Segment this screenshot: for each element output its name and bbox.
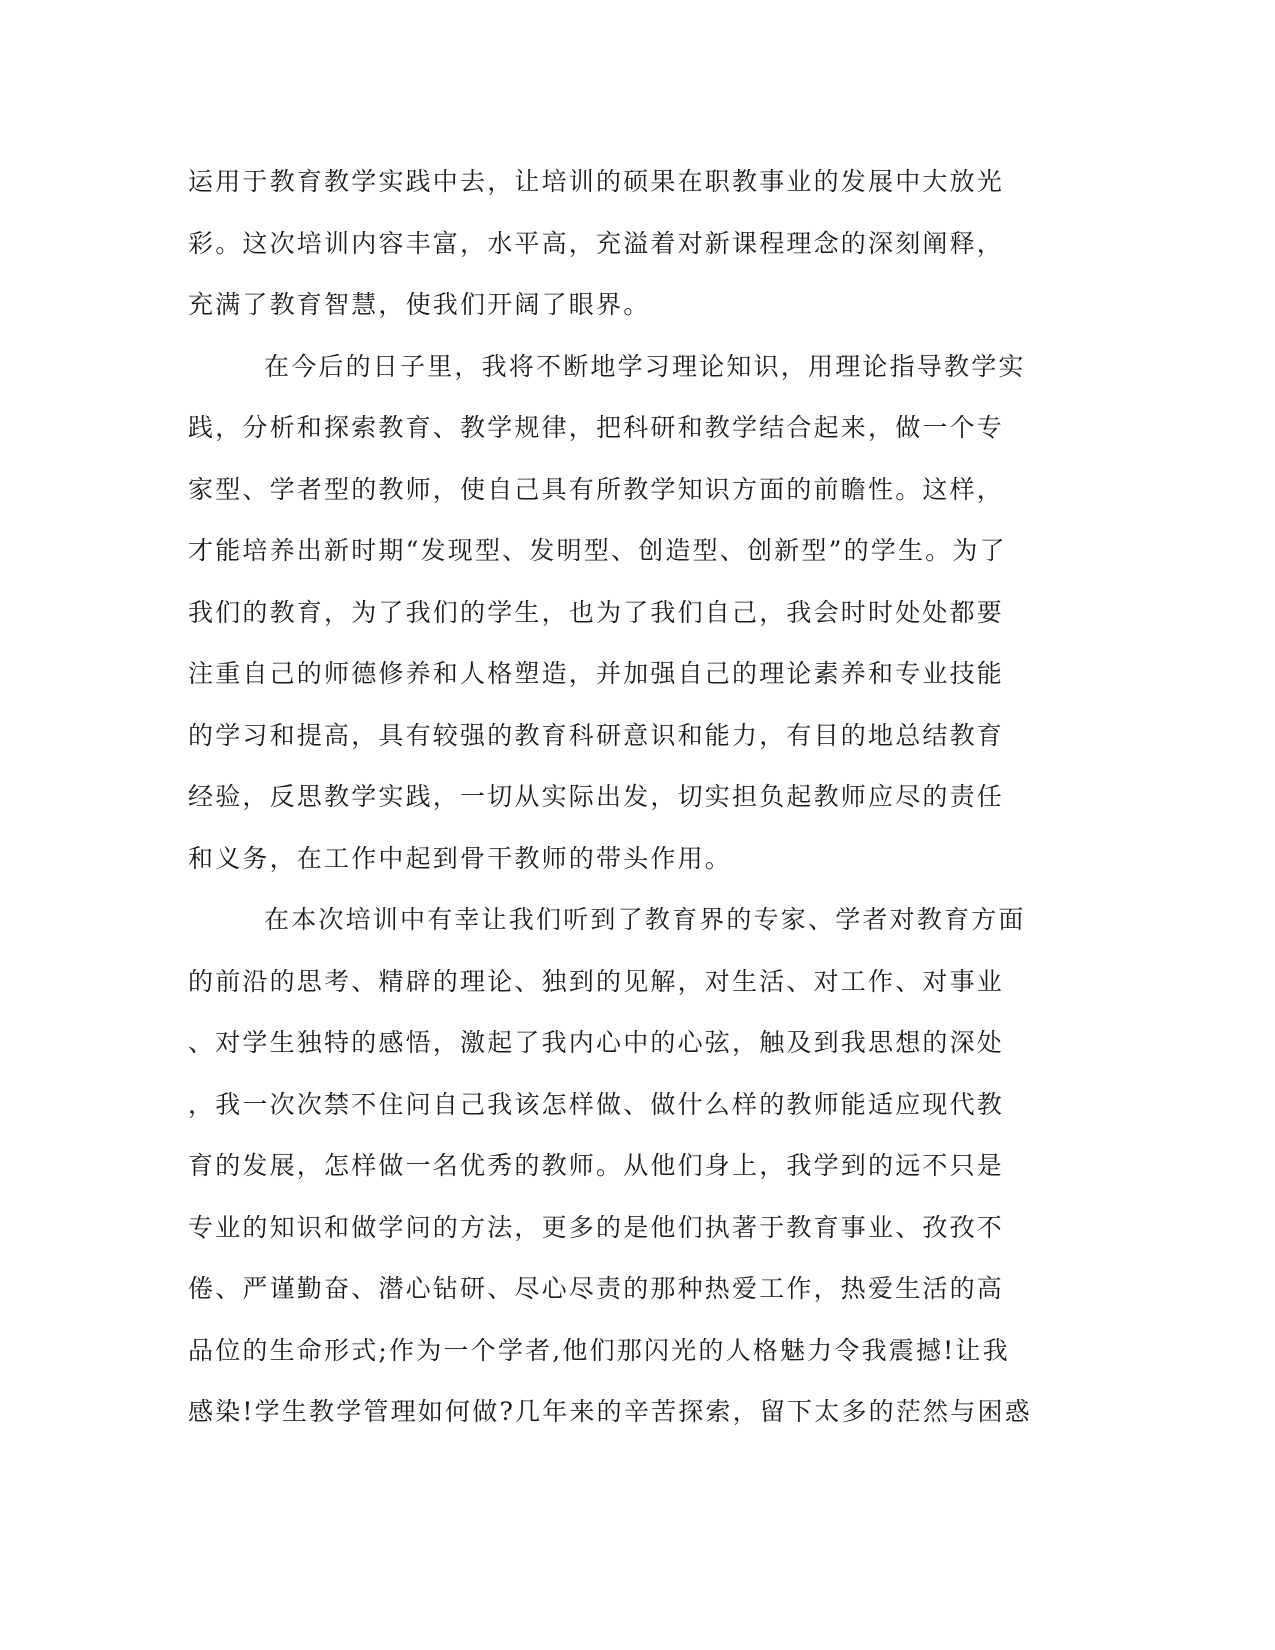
text-line: 运用于教育教学实践中去，让培训的硕果在职教事业的发展中大放光: [188, 167, 1005, 196]
text-line: 才能培养出新时期“发现型、发明型、创造型、创新型”的学生。为了: [188, 536, 1007, 565]
body-text: [188, 162, 1088, 1454]
text-line: 和义务，在工作中起到骨干教师的带头作用。: [188, 843, 733, 873]
text-line: 品位的生命形式;作为一个学者,他们那闪光的人格魅力令我震撼!让我: [188, 1335, 1010, 1365]
text-line: 践，分析和探索教育、教学规律，把科研和教学结合起来，做一个专: [188, 413, 1005, 442]
text-line: 彩。这次培训内容丰富，水平高，充溢着对新课程理念的深刻阐释，: [188, 228, 1005, 258]
text-line: 的前沿的思考、精辟的理论、独到的见解，对生活、对工作、对事业: [188, 966, 1005, 996]
text-line: 我们的教育，为了我们的学生，也为了我们自己，我会时时处处都要: [188, 597, 1005, 627]
text-line: 倦、严谨勤奋、潜心钻研、尽心尽责的那种热爱工作，热爱生活的高: [188, 1274, 1005, 1303]
text-line: 家型、学者型的教师，使自己具有所教学知识方面的前瞻性。这样，: [188, 474, 1005, 504]
text-line: ，我一次次禁不住问自己我该怎样做、做什么样的教师能适应现代教: [188, 1089, 1005, 1119]
paragraph-start-line: 在本次培训中有幸让我们听到了教育界的专家、学者对教育方面: [264, 905, 1026, 934]
text-line: 感染!学生教学管理如何做?几年来的辛苦探索，留下太多的茫然与困惑: [188, 1397, 1032, 1426]
text-line: 育的发展，怎样做一名优秀的教师。从他们身上，我学到的远不只是: [188, 1151, 1005, 1180]
text-line: 注重自己的师德修养和人格塑造，并加强自己的理论素养和专业技能: [188, 659, 1005, 688]
text-line: 经验，反思教学实践，一切从实际出发，切实担负起教师应尽的责任: [188, 782, 1005, 811]
text-line: 专业的知识和做学问的方法，更多的是他们执著于教育事业、孜孜不: [188, 1212, 1005, 1242]
paragraph-start-line: 在今后的日子里，我将不断地学习理论知识，用理论指导教学实: [264, 351, 1026, 381]
text-line: 、对学生独特的感悟，激起了我内心中的心弦，触及到我思想的深处: [188, 1028, 1005, 1057]
text-line: 充满了教育智慧，使我们开阔了眼界。: [188, 290, 651, 319]
text-line: 的学习和提高，具有较强的教育科研意识和能力，有目的地总结教育: [188, 720, 1005, 750]
